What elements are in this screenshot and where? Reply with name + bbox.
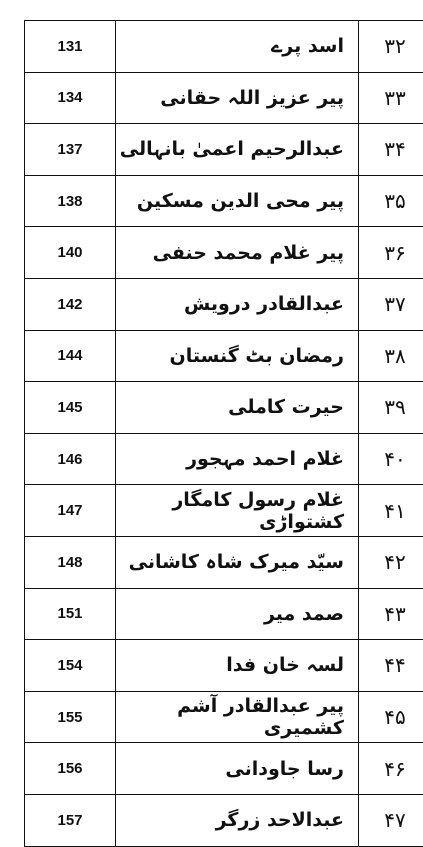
entry-serial: ۴۶ [359,743,423,795]
entry-title: پیر غلام محمد حنفی [116,227,359,279]
entry-title: سیّد میرک شاہ کاشانی [116,536,359,588]
entry-title: پیر عبدالقادر آشم کشمیری [116,691,359,743]
entry-serial: ۴۴ [359,640,423,692]
entry-title: صمد میر [116,588,359,640]
entry-serial: ۴۵ [359,691,423,743]
table-row [25,536,423,588]
page-number: 151 [25,588,116,640]
table-row [25,175,423,227]
entry-serial: ۳۷ [359,278,423,330]
table-row [25,124,423,176]
entry-serial: ۴۲ [359,536,423,588]
entry-serial: ۳۹ [359,382,423,434]
entry-serial: ۳۸ [359,330,423,382]
entry-serial: ۴۷ [359,794,423,846]
page-number: 148 [25,536,116,588]
entry-title: حیرت کاملی [116,382,359,434]
entry-serial: ۳۳ [359,72,423,124]
entry-title: رمضان بٹ گنستان [116,330,359,382]
entry-serial: ۴۱ [359,485,423,537]
table-row [25,433,423,485]
table-row [25,227,423,279]
page-number: 137 [25,124,116,176]
table-row [25,278,423,330]
table-row [25,691,423,743]
entry-serial: ۴۰ [359,433,423,485]
entry-title: عبدالرحیم اعمیٰ بانہالی [116,124,359,176]
table-row [25,640,423,692]
table-row [25,743,423,795]
table-row [25,330,423,382]
page-number: 131 [25,21,116,73]
table-row [25,485,423,537]
entry-serial: ۳۵ [359,175,423,227]
entry-title: عبدالقادر درویش [116,278,359,330]
page-number: 157 [25,794,116,846]
entry-title: غلام احمد مہجور [116,433,359,485]
table-row [25,588,423,640]
page-number: 156 [25,743,116,795]
page-number: 154 [25,640,116,692]
page-number: 146 [25,433,116,485]
page-number: 145 [25,382,116,434]
table-row [25,382,423,434]
entry-title: لسہ خان فدا [116,640,359,692]
page-number: 138 [25,175,116,227]
entry-title: غلام رسول کامگار کشتواڑی [116,485,359,537]
table-row [25,21,423,73]
page-number: 147 [25,485,116,537]
page-number: 155 [25,691,116,743]
toc-body [25,21,423,847]
entry-serial: ۳۲ [359,21,423,73]
entry-title: اسد پرے [116,21,359,73]
page-number: 142 [25,278,116,330]
table-row [25,72,423,124]
table-of-contents [24,20,423,847]
entry-title: عبدالاحد زرگر [116,794,359,846]
page-number: 144 [25,330,116,382]
entry-title: پیر محی الدین مسکین [116,175,359,227]
entry-title: رسا جاودانی [116,743,359,795]
page-number: 140 [25,227,116,279]
table-row [25,794,423,846]
entry-serial: ۴۳ [359,588,423,640]
entry-serial: ۳۶ [359,227,423,279]
entry-serial: ۳۴ [359,124,423,176]
entry-title: پیر عزیز اللہ حقانی [116,72,359,124]
page-number: 134 [25,72,116,124]
